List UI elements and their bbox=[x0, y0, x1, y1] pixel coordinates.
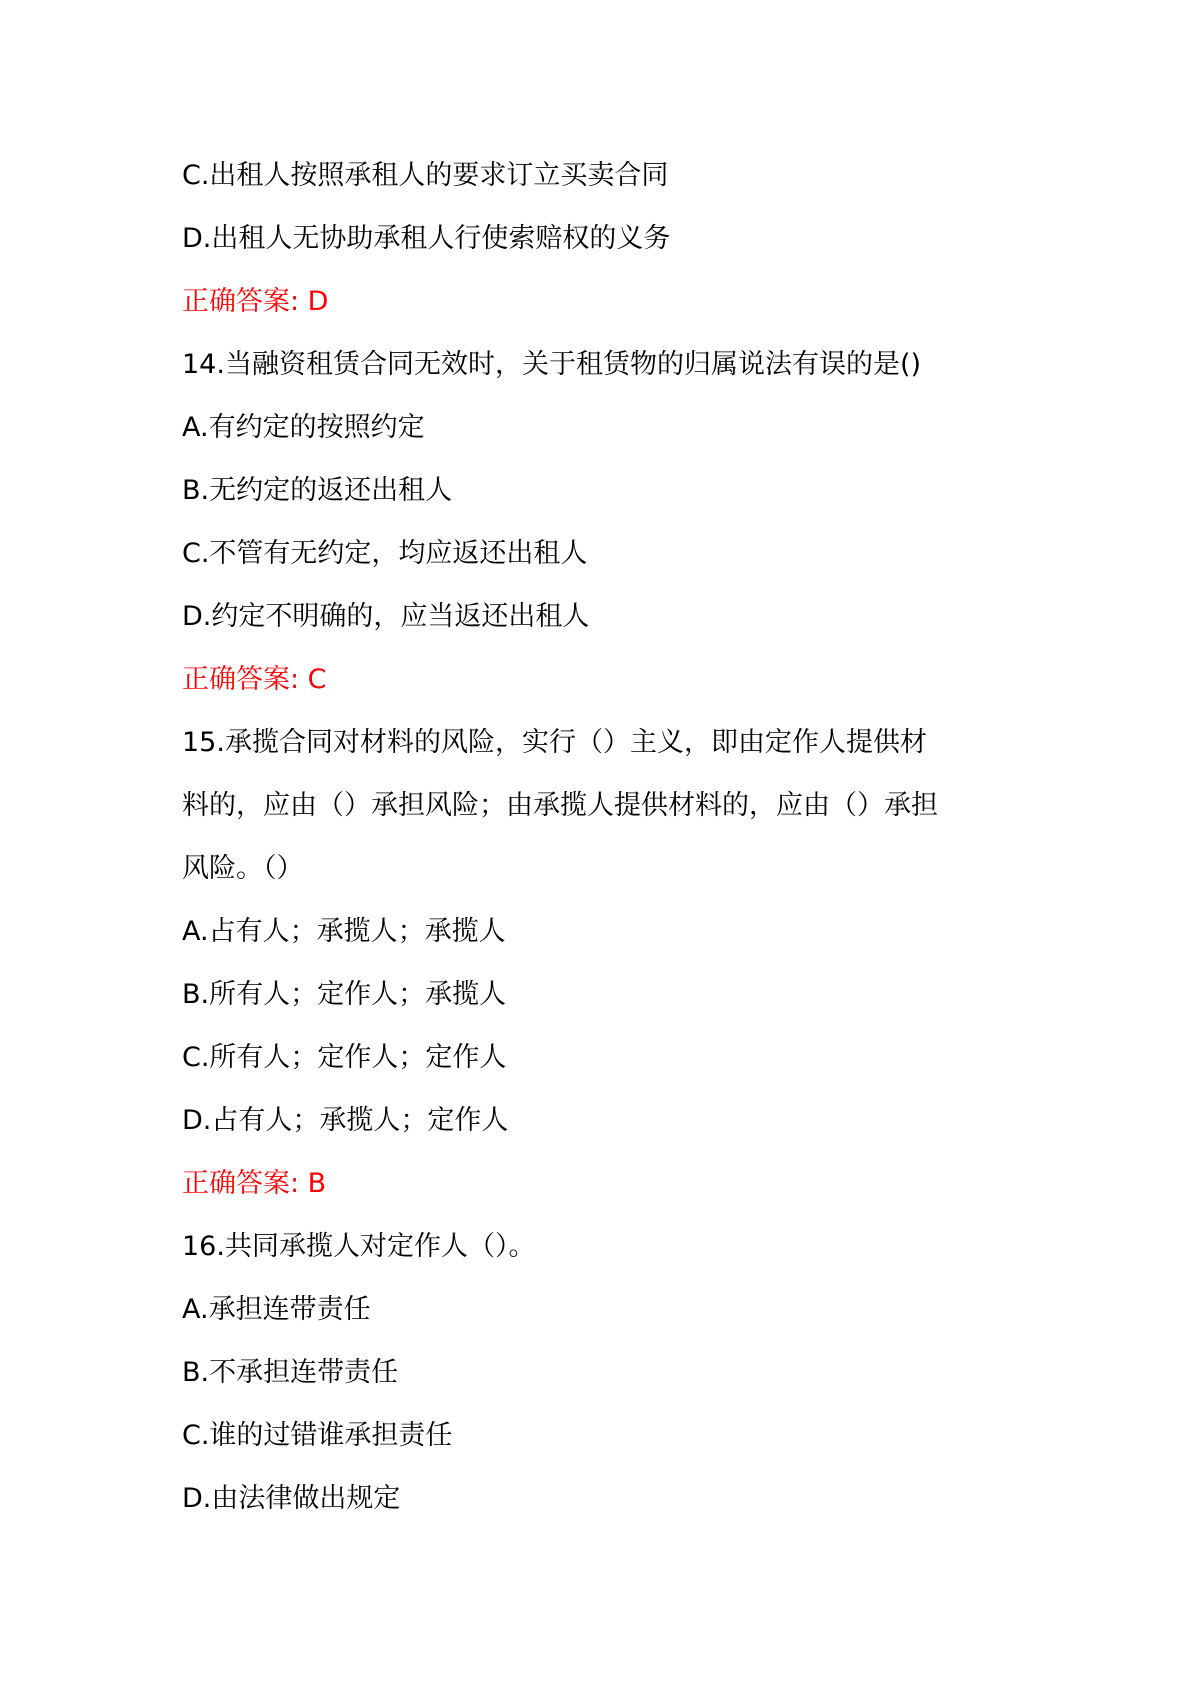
correct-answer: 正确答案: D bbox=[182, 286, 329, 317]
option-b: B.不承担连带责任 bbox=[182, 1357, 399, 1388]
option-b: B.所有人；定作人；承揽人 bbox=[182, 979, 507, 1010]
correct-answer: 正确答案: B bbox=[182, 1168, 327, 1199]
option-c: C.出租人按照承租人的要求订立买卖合同 bbox=[182, 160, 669, 191]
correct-answer: 正确答案: C bbox=[182, 664, 327, 695]
option-a: A.有约定的按照约定 bbox=[182, 412, 425, 443]
option-d: D.由法律做出规定 bbox=[182, 1483, 401, 1514]
question-15 bbox=[182, 711, 1022, 1215]
option-c: C.不管有无约定，均应返还出租人 bbox=[182, 538, 588, 569]
question-stem: 14.当融资租赁合同无效时，关于租赁物的归属说法有误的是() bbox=[182, 349, 922, 380]
option-d: D.约定不明确的，应当返还出租人 bbox=[182, 601, 590, 632]
option-a: A.承担连带责任 bbox=[182, 1294, 371, 1325]
question-14 bbox=[182, 333, 1022, 711]
question-13-tail bbox=[182, 144, 1022, 333]
option-b: B.无约定的返还出租人 bbox=[182, 475, 453, 506]
option-d: D.占有人；承揽人；定作人 bbox=[182, 1105, 509, 1136]
question-stem: 16.共同承揽人对定作人（）。 bbox=[182, 1231, 536, 1262]
option-c: C.谁的过错谁承担责任 bbox=[182, 1420, 453, 1451]
question-16 bbox=[182, 1215, 1022, 1530]
question-stem-line-2: 料的，应由（）承担风险；由承揽人提供材料的，应由（）承担 bbox=[182, 790, 938, 821]
document-content bbox=[182, 144, 1022, 1530]
option-a: A.占有人；承揽人；承揽人 bbox=[182, 916, 506, 947]
option-d: D.出租人无协助承租人行使索赔权的义务 bbox=[182, 223, 671, 254]
option-c: C.所有人；定作人；定作人 bbox=[182, 1042, 507, 1073]
question-stem-line-1: 15.承揽合同对材料的风险，实行（）主义，即由定作人提供材 bbox=[182, 727, 927, 758]
question-stem-line-3: 风险。（） bbox=[182, 853, 304, 884]
